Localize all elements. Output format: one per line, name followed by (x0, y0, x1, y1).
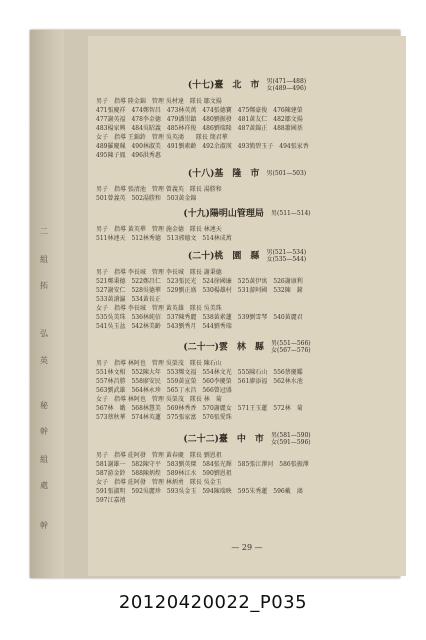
roster-line: 471張慶祥 474鄭智昌 473林英萬 474張德寶 475鄭豪俊 476陳建榮 (96, 107, 303, 114)
roster-line: 533黃滄瀛 534黃長正 (96, 296, 161, 303)
roster-line: 483楊家興 484吳昭義 485林祥俊 486劉瑞隆 487黃錦正 488蕭國基 (96, 125, 303, 132)
female-range: 女(567—576) (271, 347, 311, 354)
document-page (88, 36, 406, 576)
male-range: 男(471—488) (266, 78, 307, 85)
margin-char: 幹 (40, 427, 48, 436)
male-range: 男(501—503) (266, 170, 307, 177)
roster-line: 男子 指導 李長城 管理 李長城 隊長 謝秉德 (96, 269, 222, 276)
section-title: (十八)基 隆 市 (187, 169, 260, 179)
roster-line: 567林 娥 568林慧美 569林秀香 570謝麗女 571王玉蓮 572林 菊 (96, 405, 303, 412)
roster-line: 女子 指導 林阿也 管理 吳榮茂 隊長 林 菊 (96, 396, 222, 403)
section-heading (88, 210, 406, 218)
section-title: (二十一)雲 林 縣 (183, 342, 264, 353)
female-range: 女(489—496) (266, 85, 307, 92)
margin-char: 處 (40, 481, 48, 490)
roster-line: 男子 指導 林阿也 管理 吳榮茂 隊長 陳石山 (96, 360, 222, 367)
margin-char: 秘 (40, 401, 48, 410)
roster-line: 581謝雄一 582陳守平 583劉英傑 584張光輝 585張江澤河 586張振澤 (96, 461, 309, 468)
roster-line: 501曾義英 502湯勝和 503黃金錦 (96, 195, 197, 202)
section-heading (88, 78, 406, 92)
margin-char: 幹 (40, 521, 48, 530)
roster-line: 495陳子鳳 496洪秀惠 (96, 152, 161, 159)
image-caption: 20120420022_P035 (118, 592, 308, 613)
roster-line: 573蔡秋華 574林英蓮 575張家富 576張愛珠 (96, 414, 232, 421)
scanned-page-photo (30, 30, 400, 578)
roster-line: 527謝安仁 528吳德華 529劉正盛 530楊雄村 531游阿國 532陳 鐘 (96, 287, 303, 294)
margin-char: 弘 (40, 329, 48, 338)
roster-line: 489羅慶珮 490林淑美 491劉素齡 492余淑瑛 493簡碧玉子 494張家香 (96, 143, 309, 150)
section-heading (88, 249, 406, 263)
roster-line: 女子 指導 李長城 管理 黃英雄 隊長 吳美珠 (96, 305, 222, 312)
roster-line: 男子 指導 張清池 管理 曾義英 隊長 湯勝和 (96, 186, 222, 193)
roster-line: 男子 指導 莊阿發 管理 黃春慶 隊長 劉恩祖 (96, 452, 222, 459)
roster-line: 551林文相 552陳大年 553鄭文福 554林文光 555陳石山 556蔡慶鑑 (96, 369, 303, 376)
male-range: 男(581—590) (271, 432, 311, 439)
male-range: 男(521—534) (266, 249, 307, 256)
roster-line: 女子 指導 莊阿發 管理 林炳勇 隊長 吳金玉 (96, 479, 222, 486)
roster-line: 女子 指導 王錦鈴 管理 吳英鴻 隊長 簡君華 (96, 134, 228, 141)
roster-line: 597江嘉禧 (96, 497, 126, 504)
male-range: 男(551—566) (271, 340, 311, 347)
section-title: (二十二)臺 中 市 (183, 434, 264, 445)
margin-char: 二 (40, 227, 48, 236)
book-gutter (30, 30, 64, 578)
section-title: (十七)臺 北 市 (187, 80, 260, 91)
roster-line: 521鄭秉德 522鄭昌仁 523張民光 524徐國廉 525黃伊寓 526謝康利 (96, 278, 303, 285)
roster-line: 557林昌勝 558廖安民 559黃宣榮 560李慶榮 561廖添福 562林水池 (96, 378, 303, 385)
section-title: (二十)桃 園 縣 (187, 251, 260, 262)
roster-line: 535吳美珠 536林純信 537陳秀麗 538黃素蓮 539劉雪琴 540黃麗君 (96, 314, 303, 321)
male-range: 男(511—514) (271, 210, 311, 217)
margin-char: 英 (40, 356, 48, 365)
roster-line: 591張淑明 592吳麗珍 593吳金玉 594陳瑞映 595朱秀蓮 596戴 鴻 (96, 488, 303, 495)
roster-line: 511林連天 512林秀德 513郭德文 514林成萬 (96, 235, 232, 242)
margin-char: 組 (40, 255, 48, 264)
roster-line: 男子 指導 黃英華 管理 施金德 隊長 林連天 (96, 226, 222, 233)
roster-line: 541吳玉盆 542林美齡 543劉秀月 544劉秀瑞 (96, 323, 232, 330)
section-heading (88, 432, 406, 446)
margin-char: 拓 (40, 281, 48, 290)
margin-char: 組 (40, 455, 48, 464)
female-range: 女(591—596) (271, 439, 311, 446)
roster-line: 477謝英福 478李金德 479潘崇鎮 480劉振發 481黃友仁 482鄒文揚 (96, 116, 303, 123)
roster-line: 587游金鈴 588陳炳煌 589林江水 590劉恩祖 (96, 470, 232, 477)
page-number: — 29 — (231, 543, 263, 552)
roster-line: 563劉武雄 564林永珍 565丁永昌 566曾冠盛 (96, 387, 232, 394)
female-range: 女(535—544) (266, 256, 307, 263)
section-heading (88, 170, 406, 178)
roster-line: 男子 指導 陸金錦 管理 吳材達 隊長 鄒文揚 (96, 98, 222, 105)
section-heading (88, 340, 406, 354)
section-title: (十九)陽明山管理局 (183, 209, 264, 219)
